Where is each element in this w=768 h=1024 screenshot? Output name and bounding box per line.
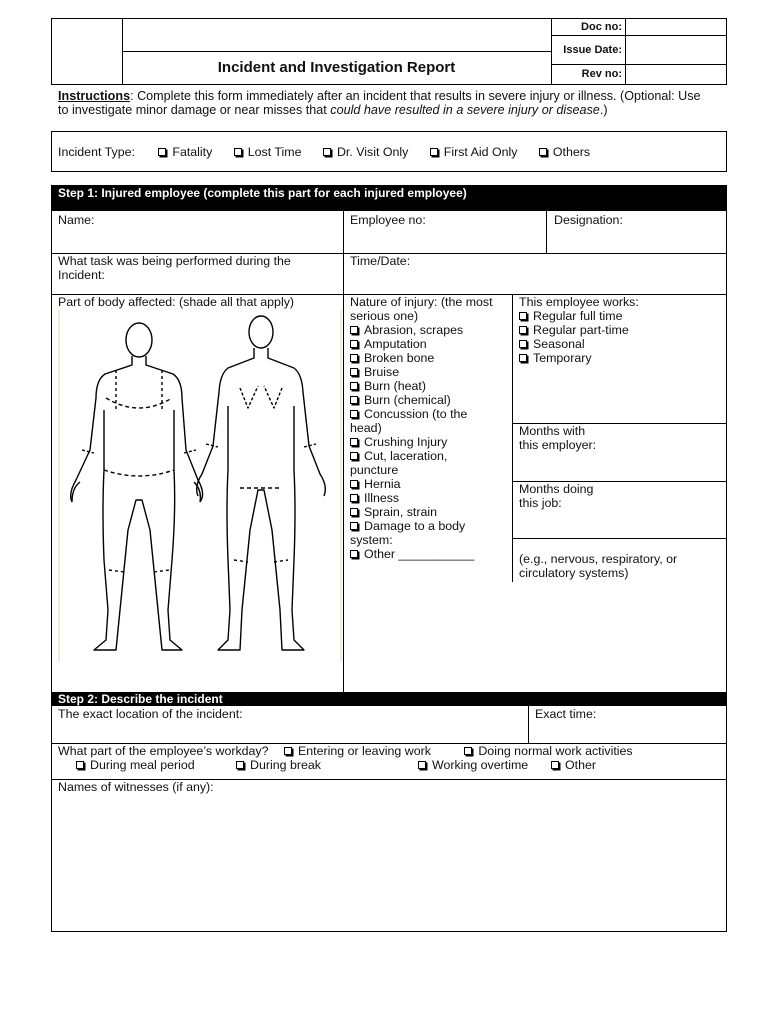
nature-label-2: serious one) bbox=[350, 309, 419, 323]
nature-item-label: Illness bbox=[364, 491, 400, 505]
time-date-label: Time/Date: bbox=[350, 254, 411, 268]
incident-type-lost-time[interactable]: Lost Time bbox=[234, 145, 302, 159]
location-field[interactable] bbox=[52, 722, 526, 742]
checkbox-icon[interactable] bbox=[519, 340, 527, 348]
employee-works-list bbox=[519, 295, 639, 365]
nature-item[interactable] bbox=[350, 449, 493, 463]
nature-item[interactable] bbox=[350, 407, 493, 421]
incident-type-row bbox=[58, 145, 608, 159]
nature-item-label: Crushing Injury bbox=[364, 435, 448, 449]
nature-item[interactable] bbox=[350, 519, 493, 533]
works-temporary[interactable]: Temporary bbox=[519, 351, 639, 365]
checkbox-icon[interactable] bbox=[430, 148, 438, 156]
checkbox-icon[interactable] bbox=[236, 761, 244, 769]
nature-item[interactable] bbox=[350, 323, 493, 337]
nature-item-label: Concussion (to the bbox=[364, 407, 468, 421]
checkbox-icon[interactable] bbox=[350, 480, 358, 488]
step2-header: Step 2: Describe the incident bbox=[51, 692, 727, 706]
nature-item-label: head) bbox=[350, 421, 382, 435]
nature-item-label: Hernia bbox=[364, 477, 401, 491]
page-title: Incident and Investigation Report bbox=[217, 59, 456, 76]
witnesses-label: Names of witnesses (if any): bbox=[58, 780, 214, 794]
nature-item[interactable] bbox=[350, 393, 493, 407]
nature-item-label: Broken bone bbox=[364, 351, 435, 365]
checkbox-icon[interactable] bbox=[519, 326, 527, 334]
nature-item[interactable] bbox=[350, 435, 493, 449]
incident-type-fatality[interactable]: Fatality bbox=[158, 145, 212, 159]
nature-item bbox=[350, 463, 493, 477]
nature-item bbox=[350, 421, 493, 435]
checkbox-icon[interactable] bbox=[350, 340, 358, 348]
works-seasonal[interactable]: Seasonal bbox=[519, 337, 639, 351]
checkbox-icon[interactable] bbox=[464, 747, 472, 755]
incident-type-label: Incident Type: bbox=[58, 145, 135, 159]
workday-normal-activities[interactable]: Doing normal work activities bbox=[464, 744, 632, 758]
workday-label: What part of the employee’s workday? bbox=[58, 744, 269, 758]
name-label: Name: bbox=[58, 213, 95, 227]
workday-other[interactable]: Other bbox=[551, 758, 596, 772]
task-label: What task was being performed during the Incident: bbox=[58, 254, 291, 282]
months-employer-label: Months with this employer: bbox=[519, 424, 597, 452]
employee-no-label: Employee no: bbox=[350, 213, 426, 227]
exact-time-field[interactable] bbox=[530, 722, 726, 742]
doc-no-field[interactable] bbox=[627, 19, 725, 34]
checkbox-icon[interactable] bbox=[350, 452, 358, 460]
instructions-italic: could have resulted in a severe injury or disease bbox=[330, 103, 600, 117]
nature-item-label: Other ___________ bbox=[364, 547, 475, 561]
designation-label: Designation: bbox=[554, 213, 623, 227]
incident-type-dr-visit[interactable]: Dr. Visit Only bbox=[323, 145, 408, 159]
checkbox-icon[interactable] bbox=[234, 148, 242, 156]
issue-date-label: Issue Date: bbox=[563, 44, 622, 56]
nature-item[interactable] bbox=[350, 337, 493, 351]
checkbox-icon[interactable] bbox=[76, 761, 84, 769]
injury-example-note: (e.g., nervous, respiratory, or circulatory systems) bbox=[519, 552, 678, 580]
checkbox-icon[interactable] bbox=[350, 550, 358, 558]
nature-item-label: Burn (chemical) bbox=[364, 393, 451, 407]
checkbox-icon[interactable] bbox=[350, 410, 358, 418]
incident-type-others[interactable]: Others bbox=[539, 145, 590, 159]
checkbox-icon[interactable] bbox=[350, 438, 358, 446]
nature-item-label: system: bbox=[350, 533, 393, 547]
name-field[interactable] bbox=[52, 228, 342, 252]
nature-item-label: Sprain, strain bbox=[364, 505, 438, 519]
nature-item-label: Cut, laceration, bbox=[364, 449, 448, 463]
nature-of-injury-list bbox=[350, 295, 493, 561]
nature-item-label: Amputation bbox=[364, 337, 427, 351]
incident-type-first-aid[interactable]: First Aid Only bbox=[430, 145, 518, 159]
instructions-label: Instructions bbox=[58, 89, 131, 103]
nature-label-1: Nature of injury: (the most bbox=[350, 295, 493, 309]
nature-item-label: Bruise bbox=[364, 365, 400, 379]
rev-no-field[interactable] bbox=[627, 65, 725, 84]
checkbox-icon[interactable] bbox=[519, 312, 527, 320]
checkbox-icon[interactable] bbox=[418, 761, 426, 769]
checkbox-icon[interactable] bbox=[551, 761, 559, 769]
issue-date-field[interactable] bbox=[627, 36, 725, 63]
months-employer-field[interactable] bbox=[604, 440, 724, 478]
nature-item[interactable] bbox=[350, 477, 493, 491]
works-label: This employee works: bbox=[519, 295, 639, 309]
workday-meal-period[interactable]: During meal period bbox=[76, 758, 195, 772]
time-date-field[interactable] bbox=[344, 270, 726, 293]
body-diagram[interactable] bbox=[58, 310, 342, 662]
nature-item[interactable] bbox=[350, 505, 493, 519]
checkbox-icon[interactable] bbox=[350, 382, 358, 390]
instructions-end: .) bbox=[599, 103, 608, 117]
checkbox-icon[interactable] bbox=[350, 508, 358, 516]
step1-header: Step 1: Injured employee (complete this part for each injured employee) bbox=[51, 185, 727, 211]
designation-field[interactable] bbox=[547, 228, 726, 252]
checkbox-icon[interactable] bbox=[350, 396, 358, 404]
rev-no-label: Rev no: bbox=[581, 68, 622, 80]
body-part-label: Part of body affected: (shade all that apply) bbox=[58, 295, 295, 309]
nature-item-label: Abrasion, scrapes bbox=[364, 323, 464, 337]
checkbox-icon[interactable] bbox=[323, 148, 331, 156]
workday-break[interactable]: During break bbox=[236, 758, 321, 772]
nature-item[interactable] bbox=[350, 547, 493, 561]
nature-item-label: puncture bbox=[350, 463, 399, 477]
checkbox-icon[interactable] bbox=[350, 522, 358, 530]
nature-item-label: Burn (heat) bbox=[364, 379, 426, 393]
checkbox-icon[interactable] bbox=[350, 494, 358, 502]
instructions-line2: to investigate minor damage or near misses that bbox=[58, 103, 331, 117]
workday-overtime[interactable]: Working overtime bbox=[418, 758, 528, 772]
nature-item[interactable] bbox=[350, 351, 493, 365]
works-full-time[interactable]: Regular full time bbox=[519, 309, 639, 323]
workday-row-1 bbox=[58, 744, 633, 758]
doc-no-label: Doc no: bbox=[581, 21, 622, 33]
checkbox-icon[interactable] bbox=[284, 747, 292, 755]
nature-item bbox=[350, 533, 493, 547]
works-part-time[interactable]: Regular part-time bbox=[519, 323, 639, 337]
checkbox-icon[interactable] bbox=[350, 326, 358, 334]
witnesses-field[interactable] bbox=[52, 796, 726, 930]
checkbox-icon[interactable] bbox=[539, 148, 547, 156]
location-label: The exact location of the incident: bbox=[58, 707, 243, 721]
nature-item-label: Damage to a body bbox=[364, 519, 466, 533]
instructions-line1: : Complete this form immediately after an incident that results in severe injury or illness. (Optional: Use bbox=[130, 89, 701, 103]
months-job-field[interactable] bbox=[570, 498, 724, 536]
nature-item[interactable] bbox=[350, 379, 493, 393]
workday-entering-leaving[interactable]: Entering or leaving work bbox=[284, 744, 431, 758]
nature-item[interactable] bbox=[350, 491, 493, 505]
back-body-figure bbox=[197, 316, 326, 650]
nature-item[interactable] bbox=[350, 365, 493, 379]
checkbox-icon[interactable] bbox=[519, 354, 527, 362]
checkbox-icon[interactable] bbox=[350, 354, 358, 362]
employee-no-field[interactable] bbox=[344, 228, 545, 252]
checkbox-icon[interactable] bbox=[350, 368, 358, 376]
checkbox-icon[interactable] bbox=[158, 148, 166, 156]
front-body-figure bbox=[71, 323, 203, 650]
months-job-label: Months doing this job: bbox=[519, 482, 594, 510]
exact-time-label: Exact time: bbox=[535, 707, 597, 721]
